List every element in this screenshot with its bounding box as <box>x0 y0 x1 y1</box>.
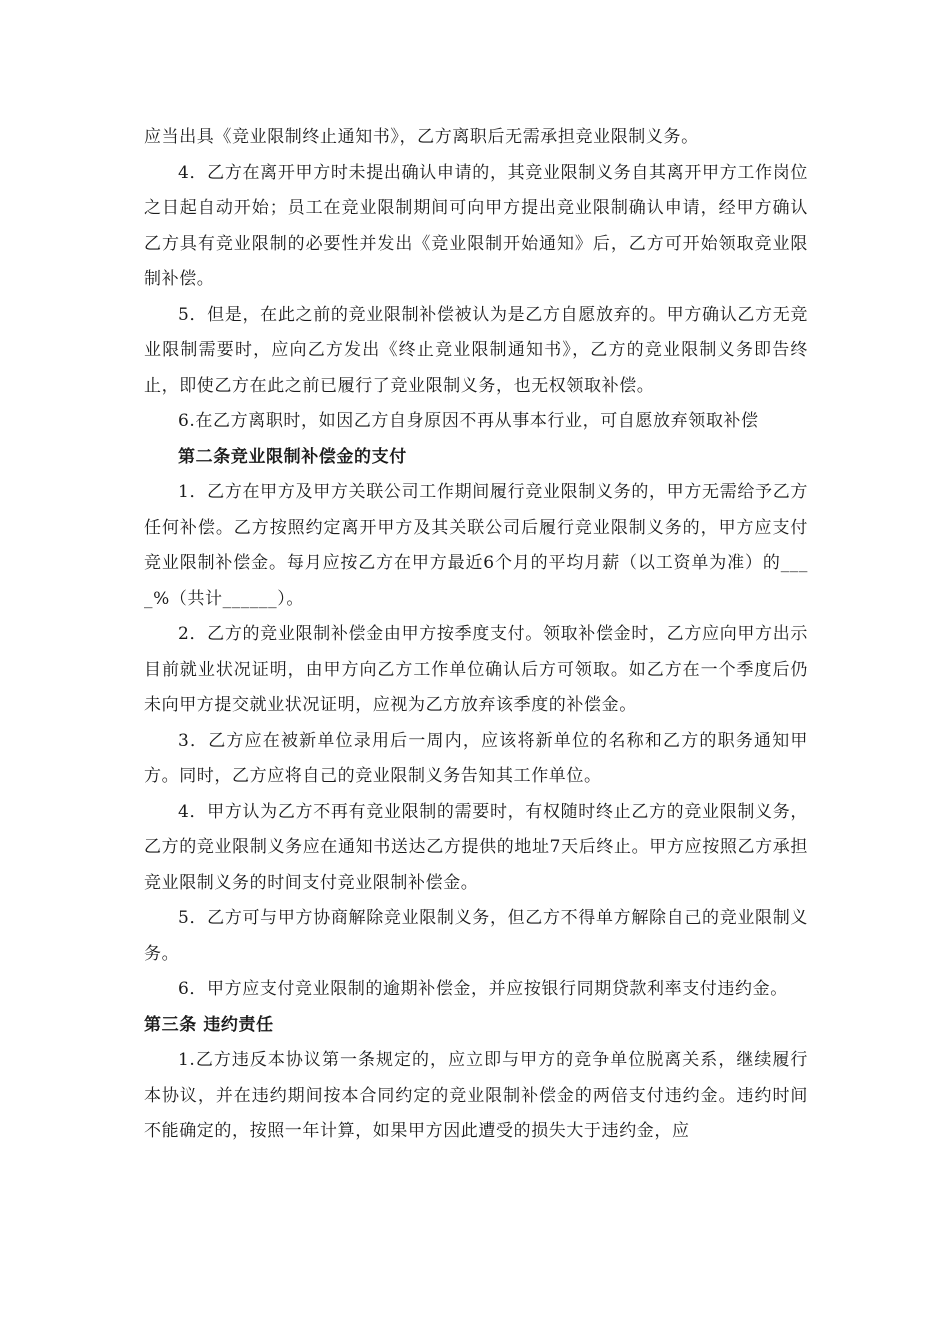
paragraph-clause-4: 4．乙方在离开甲方时未提出确认申请的，其竞业限制义务自其离开甲方工作岗位之日起自动开始；员工在竞业限制期间可向甲方提出竞业限制确认申请，经甲方确认乙方具有竞业限制的必要性并发出《竞业限制开始通知》后，乙方可开始领取竞业限制补偿。 <box>144 162 808 289</box>
paragraph-continuation: 应当出具《竞业限制终止通知书》，乙方离职后无需承担竞业限制义务。 <box>144 127 699 147</box>
section-heading-article-2: 第二条竞业限制补偿金的支付 <box>178 446 407 467</box>
paragraph-clause-6: 6.在乙方离职时，如因乙方自身原因不再从事本行业，可自愿放弃领取补偿 <box>178 411 759 431</box>
paragraph-article-3-item-1: 1.乙方违反本协议第一条规定的，应立即与甲方的竞争单位脱离关系，继续履行本协议，并在违约期间按本合同约定的竞业限制补偿金的两倍支付违约金。违约时间不能确定的，按照一年计算，如果甲方因此遭受的损失大于违约金，应 <box>144 1050 808 1141</box>
document-body <box>144 120 808 1150</box>
paragraph-article-2-item-4: 4．甲方认为乙方不再有竞业限制的需要时，有权随时终止乙方的竞业限制义务，乙方的竞业限制义务应在通知书送达乙方提供的地址7天后终止。甲方应按照乙方承担竞业限制义务的时间支付竞业限制补偿金。 <box>144 801 808 893</box>
paragraph-clause-5: 5．但是，在此之前的竞业限制补偿被认为是乙方自愿放弃的。甲方确认乙方无竞业限制需要时，应向乙方发出《终止竞业限制通知书》，乙方的竞业限制义务即告终止，即使乙方在此之前已履行了竞业限制义务，也无权领取补偿。 <box>144 304 808 396</box>
paragraph-article-2-item-2: 2．乙方的竞业限制补偿金由甲方按季度支付。领取补偿金时，乙方应向甲方出示目前就业状况证明，由甲方向乙方工作单位确认后方可领取。如乙方在一个季度后仍未向甲方提交就业状况证明，应视为乙方放弃该季度的补偿金。 <box>144 624 808 715</box>
section-heading-article-3: 第三条 违约责任 <box>144 1014 274 1035</box>
paragraph-article-2-item-3: 3．乙方应在被新单位录用后一周内，应该将新单位的名称和乙方的职务通知甲方。同时，乙方应将自己的竞业限制义务告知其工作单位。 <box>144 730 808 786</box>
paragraph-article-2-item-1: 1．乙方在甲方及甲方关联公司工作期间履行竞业限制义务的，甲方无需给予乙方任何补偿。乙方按照约定离开甲方及其关联公司后履行竞业限制义务的，甲方应支付竞业限制补偿金。每月应按乙方在甲方最近6个月的平均月薪（以工资单为准）的____%（共计______）。 <box>144 482 808 609</box>
paragraph-article-2-item-5: 5．乙方可与甲方协商解除竞业限制义务，但乙方不得单方解除自己的竞业限制义务。 <box>144 908 808 964</box>
paragraph-article-2-item-6: 6．甲方应支付竞业限制的逾期补偿金，并应按银行同期贷款利率支付违约金。 <box>178 979 788 999</box>
